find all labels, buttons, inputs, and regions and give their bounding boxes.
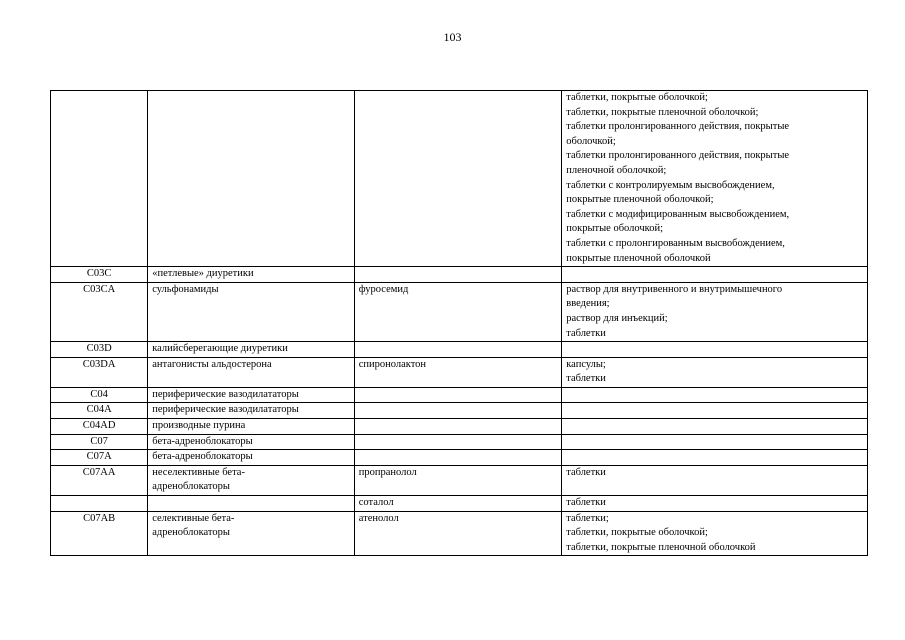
atc-code-cell: C03C bbox=[51, 267, 148, 283]
dosage-forms-cell bbox=[562, 496, 868, 512]
dosage-forms-cell bbox=[562, 403, 868, 419]
drug-name-cell: спиронолактон bbox=[354, 357, 562, 387]
dosage-form-line: введения; bbox=[566, 298, 610, 310]
dosage-form-line: покрытые оболочкой; bbox=[566, 223, 663, 235]
dosage-forms-cell bbox=[562, 357, 868, 387]
anatomical-therapeutic-group-cell bbox=[148, 511, 355, 556]
table-row bbox=[51, 450, 868, 466]
dosage-form-line: оболочкой; bbox=[566, 135, 616, 147]
anatomical-therapeutic-group-cell bbox=[148, 357, 355, 387]
group-line: периферические вазодилататоры bbox=[152, 388, 299, 400]
atc-code-cell: C03D bbox=[51, 342, 148, 358]
dosage-form-line: таблетки, покрытые пленочной оболочкой; bbox=[566, 106, 759, 118]
drug-name-cell bbox=[354, 450, 562, 466]
group-line: неселективные бета- bbox=[152, 466, 245, 478]
group-line: бета-адреноблокаторы bbox=[152, 435, 253, 447]
atc-code-cell: C07AA bbox=[51, 465, 148, 495]
table-row bbox=[51, 357, 868, 387]
table-row bbox=[51, 403, 868, 419]
drug-name-cell bbox=[354, 434, 562, 450]
page-number: 103 bbox=[443, 30, 462, 44]
anatomical-therapeutic-group-cell bbox=[148, 282, 355, 341]
drug-name-cell bbox=[354, 387, 562, 403]
dosage-forms-cell bbox=[562, 282, 868, 341]
group-line: «петлевые» диуретики bbox=[152, 268, 254, 280]
dosage-forms-cell bbox=[562, 91, 868, 267]
group-line: бета-адреноблокаторы bbox=[152, 451, 253, 463]
group-line: селективные бета- bbox=[152, 512, 235, 524]
dosage-form-line: пленочной оболочкой; bbox=[566, 164, 667, 176]
table-body bbox=[51, 91, 868, 556]
table-row bbox=[51, 496, 868, 512]
table-row bbox=[51, 419, 868, 435]
dosage-form-line: таблетки bbox=[566, 327, 606, 339]
dosage-forms-cell bbox=[562, 434, 868, 450]
group-line: адреноблокаторы bbox=[152, 481, 230, 493]
atc-code-cell: C03DA bbox=[51, 357, 148, 387]
atc-code-cell: C07 bbox=[51, 434, 148, 450]
dosage-form-line: таблетки bbox=[566, 466, 606, 478]
dosage-form-line: таблетки, покрытые оболочкой; bbox=[566, 92, 708, 103]
dosage-forms-cell bbox=[562, 387, 868, 403]
anatomical-therapeutic-group-cell bbox=[148, 387, 355, 403]
dosage-forms-cell bbox=[562, 419, 868, 435]
dosage-form-line: таблетки пролонгированного действия, покрытые bbox=[566, 150, 790, 162]
dosage-form-line: таблетки, покрытые пленочной оболочкой bbox=[566, 541, 756, 553]
drug-name-cell: соталол bbox=[354, 496, 562, 512]
dosage-forms-cell bbox=[562, 450, 868, 466]
group-line: антагонисты альдостерона bbox=[152, 358, 272, 370]
table-row bbox=[51, 267, 868, 283]
table-row bbox=[51, 434, 868, 450]
table-row bbox=[51, 387, 868, 403]
dosage-form-line: таблетки с пролонгированным высвобождением, bbox=[566, 237, 785, 249]
drug-name-cell bbox=[354, 342, 562, 358]
atc-code-cell: C04A bbox=[51, 403, 148, 419]
atc-code-cell bbox=[51, 91, 148, 267]
atc-code-cell: C07AB bbox=[51, 511, 148, 556]
dosage-form-line: таблетки bbox=[566, 497, 606, 509]
drug-name-cell: фуросемид bbox=[354, 282, 562, 341]
dosage-form-line: раствор для инъекций; bbox=[566, 312, 668, 324]
group-line: периферические вазодилататоры bbox=[152, 404, 299, 416]
drug-name-cell: атенолол bbox=[354, 511, 562, 556]
dosage-form-line: таблетки с контролируемым высвобождением, bbox=[566, 179, 775, 191]
anatomical-therapeutic-group-cell bbox=[148, 342, 355, 358]
anatomical-therapeutic-group-cell bbox=[148, 465, 355, 495]
table-row bbox=[51, 465, 868, 495]
drug-name-cell bbox=[354, 91, 562, 267]
atc-code-cell bbox=[51, 496, 148, 512]
group-line: адреноблокаторы bbox=[152, 527, 230, 539]
drug-name-cell bbox=[354, 267, 562, 283]
anatomical-therapeutic-group-cell bbox=[148, 91, 355, 267]
atc-code-cell: C07A bbox=[51, 450, 148, 466]
drug-name-cell: пропранолол bbox=[354, 465, 562, 495]
anatomical-therapeutic-group-cell bbox=[148, 450, 355, 466]
atc-code-cell: C04 bbox=[51, 387, 148, 403]
group-line: производные пурина bbox=[152, 420, 246, 432]
dosage-form-line: таблетки, покрытые оболочкой; bbox=[566, 527, 708, 539]
anatomical-therapeutic-group-cell bbox=[148, 496, 355, 512]
dosage-form-line: покрытые пленочной оболочкой; bbox=[566, 194, 714, 206]
anatomical-therapeutic-group-cell bbox=[148, 419, 355, 435]
drug-name-cell bbox=[354, 403, 562, 419]
anatomical-therapeutic-group-cell bbox=[148, 434, 355, 450]
table-row bbox=[51, 342, 868, 358]
anatomical-therapeutic-group-cell bbox=[148, 403, 355, 419]
table-row bbox=[51, 282, 868, 341]
drug-name-cell bbox=[354, 419, 562, 435]
dosage-form-line: таблетки bbox=[566, 373, 606, 385]
group-line: сульфонамиды bbox=[152, 283, 219, 295]
group-line: калийсберегающие диуретики bbox=[152, 343, 288, 355]
dosage-form-line: таблетки; bbox=[566, 512, 609, 524]
anatomical-therapeutic-group-cell bbox=[148, 267, 355, 283]
drug-table bbox=[50, 90, 868, 556]
dosage-form-line: капсулы; bbox=[566, 358, 606, 370]
atc-code-cell: C03CA bbox=[51, 282, 148, 341]
table-row bbox=[51, 91, 868, 267]
dosage-forms-cell bbox=[562, 511, 868, 556]
dosage-forms-cell bbox=[562, 267, 868, 283]
dosage-form-line: таблетки с модифицированным высвобождением, bbox=[566, 208, 790, 220]
dosage-forms-cell bbox=[562, 342, 868, 358]
dosage-forms-cell bbox=[562, 465, 868, 495]
dosage-form-line: таблетки пролонгированного действия, покрытые bbox=[566, 121, 790, 133]
dosage-form-line: покрытые пленочной оболочкой bbox=[566, 252, 711, 264]
dosage-form-line: раствор для внутривенного и внутримышечного bbox=[566, 283, 783, 295]
table-row bbox=[51, 511, 868, 556]
atc-code-cell: C04AD bbox=[51, 419, 148, 435]
